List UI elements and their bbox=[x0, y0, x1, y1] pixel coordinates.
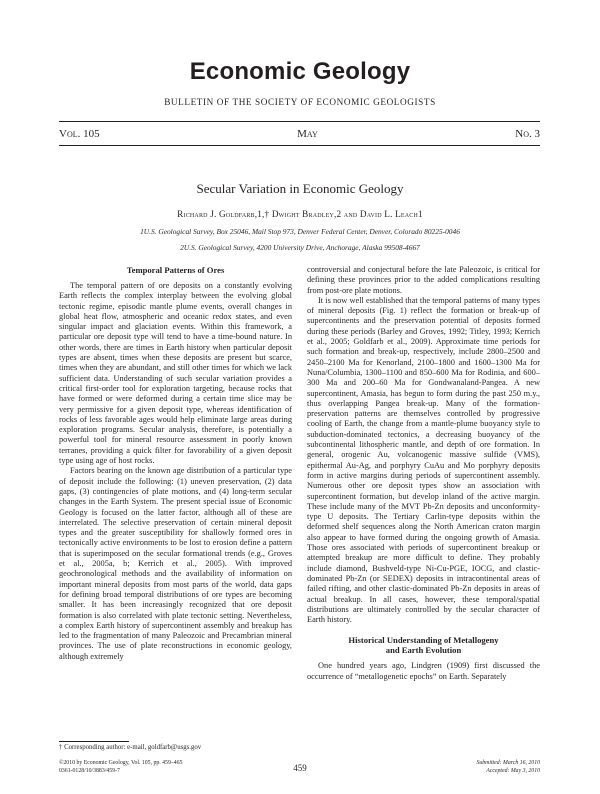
left-paragraph-1: The temporal pattern of ore deposits on a constantly evolving Earth reflects the complex interplay between the evolving global tectonic regime, episodic mantle plume events, overall changes in global heat flow, atmospheric and oceanic redox states, and even singular impact and glaciation events. Within this framework, a particular ore deposit type will tend to have a time-bound nature. In other words, there are times in Earth history when particular deposit types are absent, times when these deposits are present but scarce, times when they are abundant, and still other times for which we lack sufficient data. Understanding of such secular variation provides a critical first-order tool for exploration targeting, because rocks that have formed or were deformed during a certain time slice may be very permissive for a given deposit type, whereas identification of rocks of less favorable ages would help eliminate large areas during exploration programs. Secular analysis, therefore, is potentially a powerful tool for mineral resource assessment in poorly known terranes, providing a quick filter for favorability of a given deposit type using age of host rocks. bbox=[59, 281, 292, 466]
page-number: 459 bbox=[293, 763, 307, 773]
footnote-rule bbox=[59, 741, 129, 742]
submitted-date: Submitted: March 16, 2010 bbox=[476, 760, 540, 766]
section-heading-historical-line2: and Earth Evolution bbox=[385, 645, 462, 656]
corresponding-author-footnote: † Corresponding author: e-mail, goldfarb@usgs.gov bbox=[59, 744, 202, 751]
affiliation-2: 2U.S. Geological Survey, 4200 University Drive, Anchorage, Alaska 99508-4667 bbox=[180, 243, 420, 252]
header-rule-top bbox=[59, 121, 540, 122]
month-label: May bbox=[297, 128, 318, 140]
issue-row bbox=[59, 128, 540, 140]
right-paragraph-1: controversial and conjectural before the late Paleozoic, is critical for defining these provinces prior to the added complications resulting from post-ore plate motions. bbox=[307, 265, 540, 295]
section-heading-historical bbox=[307, 635, 540, 655]
header-rule-bottom bbox=[59, 145, 540, 146]
left-column bbox=[59, 265, 292, 662]
section-heading-historical-line1: Historical Understanding of Metallogeny bbox=[348, 635, 499, 646]
author-list: Richard J. Goldfarb,1,† Dwight Bradley,2 and David L. Leach1 bbox=[177, 209, 423, 219]
dates-block bbox=[340, 760, 540, 775]
left-paragraph-2: Factors bearing on the known age distribution of a particular type of deposit include the following: (1) uneven preservation, (2) data gaps, (3) contingencies of plate motions, and (4) long-term secular changes in the Earth System. The present special issue of Economic Geology is focused on the latter factor, although all of these are interrelated. The selective preservation of certain mineral deposit types and the greater susceptibility for shallowly formed ores in tectonically active environments to be lost to erosion define a pattern that is superimposed on the secular formational trends (e.g., Groves et al., 2005a, b; Kerrich et al., 2005). With improved geochronological methods and the availability of information on important mineral deposits from most parts of the world, data gaps for defining broad temporal distributions of ore types are becoming smaller. It has been increasingly recognized that ore deposit formation is also correlated with plate tectonic setting. Nevertheless, a complex Earth history of supercontinent assembly and breakup has led to the fragmentation of many Paleozoic and Precambrian mineral provinces. The use of plate reconstructions in economic geology, although extremely bbox=[59, 466, 292, 661]
journal-title: Economic Geology bbox=[189, 58, 411, 85]
copyright-line-1: ©2010 by Economic Geology, Vol. 105, pp. 459–465 bbox=[59, 760, 183, 766]
right-column bbox=[307, 265, 540, 682]
article-title: Secular Variation in Economic Geology bbox=[196, 181, 404, 196]
right-paragraph-2: It is now well established that the temporal patterns of many types of mineral deposits (Fig. 1) reflect the formation or break-up of supercontinents and the preservation potential of deposits formed during these periods (Barley and Groves, 1992; Titley, 1993; Kerrich et al., 2005; Goldfarb et al., 2009). Approximate time periods for such formation and break-up, respectively, include 2800–2500 and 2450–2100 Ma for Kenorland, 2100–1800 and 1600–1300 Ma for Nuna/Columbia, 1300–1100 and 850–600 Ma for Rodinia, and 600–300 Ma and 200–60 Ma for Gondwanaland-Pangea. A new supercontinent, Amasia, has begun to form during the past 250 m.y., thus overlapping Pangea break-up. Many of the formation-preservation patterns are themselves controlled by progressive cooling of Earth, the change from a mantle-plume buoyancy style to subduction-dominated tectonics, a decreasing buoyancy of the subcontinental lithospheric mantle, and depth of ore formation. In general, orogenic Au, volcanogenic massive sulfide (VMS), epithermal Au-Ag, and porphyry CuAu and Mo porphyry deposits form in active margins during periods of supercontinent assembly. Numerous other ore deposit types show an association with supercontinent formation, but develop inland of the active margin. These include many of the MVT Pb-Zn deposits and unconformity-type U deposits. The Tertiary Carlin-type deposits within the deformed shelf sequences along the North American craton margin also appear to have formed during the ongoing growth of Amasia. Those ores associated with periods of supercontinent breakup or attempted breakup are more difficult to define. They probably include diamond, Bushveld-type Ni-Cu-PGE, IOCG, and clastic-dominated Pb-Zn (or SEDEX) deposits in intracontinental areas of failed rifting, and other clastic-dominated Pb-Zn deposits in areas of actual breakup. In all cases, however, these temporal/spatial distributions are ultimately controlled by the secular character of Earth history. bbox=[307, 295, 540, 625]
right-paragraph-3: One hundred years ago, Lindgren (1909) first discussed the occurrence of “metallogenetic epochs” on Earth. Separately bbox=[307, 661, 540, 681]
section-heading-temporal-patterns: Temporal Patterns of Ores bbox=[126, 265, 225, 275]
number-label: No. 3 bbox=[515, 128, 540, 140]
accepted-date: Accepted: May 3, 2010 bbox=[486, 767, 540, 774]
affiliation-1: 1U.S. Geological Survey, Box 25046, Mail Stop 973, Denver Federal Center, Denver, Colorado 80225-0046 bbox=[140, 227, 460, 236]
journal-subtitle: BULLETIN OF THE SOCIETY OF ECONOMIC GEOLOGISTS bbox=[164, 97, 436, 107]
copyright-line-2: 0361-0128/10/3883/459-7 bbox=[59, 767, 120, 774]
volume-label: Vol. 105 bbox=[59, 128, 100, 140]
